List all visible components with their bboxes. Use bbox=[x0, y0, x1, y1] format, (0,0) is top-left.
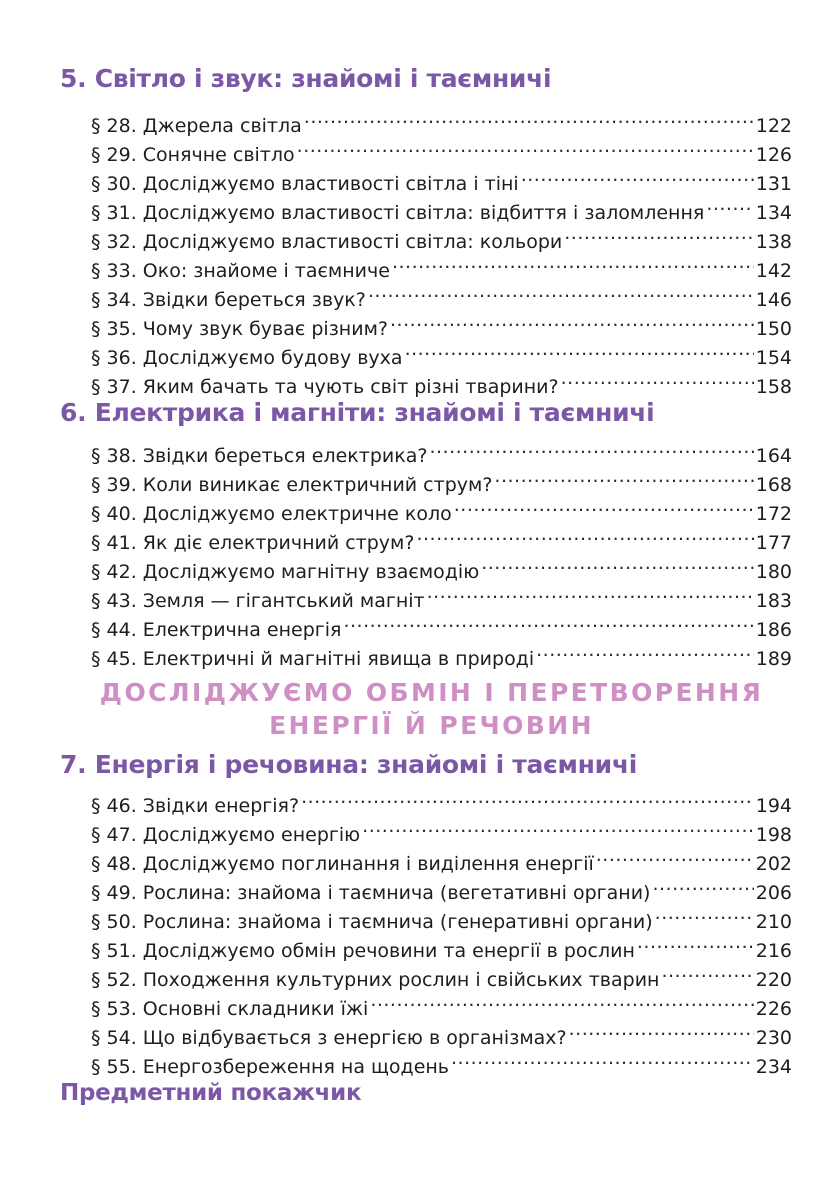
toc-entry-number: § 44. bbox=[91, 619, 137, 641]
toc-entry-title: Досліджуємо енергію bbox=[142, 824, 361, 846]
toc-entry-page: 131 bbox=[755, 173, 792, 195]
toc-entry-title: Око: знайоме і таємниче bbox=[142, 260, 390, 282]
toc-entry-number: § 52. bbox=[91, 969, 137, 991]
toc-entry-title: Досліджуємо магнітну взаємодію bbox=[142, 561, 480, 583]
chapter-5-list bbox=[91, 103, 792, 398]
toc-entry-page: 180 bbox=[755, 561, 792, 583]
toc-entry bbox=[91, 433, 792, 467]
dot-leader bbox=[368, 277, 754, 306]
toc-entry-number: § 55. bbox=[91, 1056, 137, 1078]
section-banner-line-1: ДОСЛІДЖУЄМО ОБМІН І ПЕРЕТВОРЕННЯ bbox=[99, 678, 764, 707]
dot-leader bbox=[637, 928, 754, 957]
toc-entry-title: Яким бачать та чують світ різні тварини? bbox=[142, 376, 559, 398]
dot-leader bbox=[596, 841, 754, 870]
toc-entry-page: 183 bbox=[755, 590, 792, 612]
toc-entry-page: 158 bbox=[755, 376, 792, 398]
dot-leader bbox=[370, 986, 753, 1015]
toc-entry-title: Джерела світла bbox=[142, 115, 302, 137]
dot-leader bbox=[494, 462, 753, 491]
chapter-6-list bbox=[91, 433, 792, 670]
toc-entry-title: Електричні й магнітні явища в природі bbox=[142, 648, 535, 670]
toc-entry-page: 150 bbox=[755, 318, 792, 340]
toc-entry-page: 234 bbox=[755, 1056, 792, 1078]
toc-entry-number: § 40. bbox=[91, 503, 137, 525]
toc-entry-number: § 42. bbox=[91, 561, 137, 583]
toc-entry-number: § 47. bbox=[91, 824, 137, 846]
toc-entry-title: Звідки береться звук? bbox=[142, 289, 366, 311]
toc-entry-number: § 32. bbox=[91, 231, 137, 253]
toc-entry-page: 154 bbox=[755, 347, 792, 369]
toc-entry-page: 168 bbox=[755, 474, 792, 496]
toc-entry-title: Звідки енергія? bbox=[142, 795, 300, 817]
dot-leader bbox=[429, 433, 753, 462]
dot-leader bbox=[416, 520, 753, 549]
toc-entry-number: § 38. bbox=[91, 445, 137, 467]
toc-entry-title: Досліджуємо будову вуха bbox=[142, 347, 403, 369]
toc-entry-page: 194 bbox=[755, 795, 792, 817]
dot-leader bbox=[304, 103, 754, 132]
toc-entry-title: Походження культурних рослин і свійських тварин bbox=[142, 969, 660, 991]
toc-entry-number: § 49. bbox=[91, 882, 137, 904]
toc-entry-number: § 39. bbox=[91, 474, 137, 496]
toc-entry-page: 198 bbox=[755, 824, 792, 846]
toc-entry bbox=[91, 783, 792, 817]
chapter-7-heading: 7. Енергія і речовина: знайомі і таємничі bbox=[60, 750, 638, 779]
toc-entry-number: § 51. bbox=[91, 940, 137, 962]
dot-leader bbox=[390, 306, 754, 335]
toc-entry-number: § 28. bbox=[91, 115, 137, 137]
toc-entry-number: § 45. bbox=[91, 648, 137, 670]
toc-entry-number: § 54. bbox=[91, 1027, 137, 1049]
toc-entry-page: 202 bbox=[755, 853, 792, 875]
dot-leader bbox=[706, 190, 753, 219]
toc-entry-page: 126 bbox=[755, 144, 792, 166]
dot-leader bbox=[536, 636, 754, 665]
toc-entry-page: 177 bbox=[755, 532, 792, 554]
toc-entry-page: 230 bbox=[755, 1027, 792, 1049]
toc-entry-number: § 35. bbox=[91, 318, 137, 340]
dot-leader bbox=[427, 578, 754, 607]
toc-entry-number: § 29. bbox=[91, 144, 137, 166]
dot-leader bbox=[405, 335, 754, 364]
toc-entry-page: 172 bbox=[755, 503, 792, 525]
toc-entry-page: 210 bbox=[755, 911, 792, 933]
toc-entry-page: 186 bbox=[755, 619, 792, 641]
toc-entry-page: 189 bbox=[755, 648, 792, 670]
toc-entry-title: Звідки береться електрика? bbox=[142, 445, 428, 467]
toc-entry-number: § 31. bbox=[91, 202, 137, 224]
toc-entry-page: 220 bbox=[755, 969, 792, 991]
toc-entry-page: 138 bbox=[755, 231, 792, 253]
chapter-7-list bbox=[91, 783, 792, 1078]
dot-leader bbox=[661, 957, 753, 986]
toc-entry-title: Основні складники їжі bbox=[142, 998, 369, 1020]
toc-entry-page: 216 bbox=[755, 940, 792, 962]
dot-leader bbox=[481, 549, 754, 578]
dot-leader bbox=[521, 161, 754, 190]
toc-entry-number: § 46. bbox=[91, 795, 137, 817]
toc-entry bbox=[91, 103, 792, 137]
toc-entry-number: § 34. bbox=[91, 289, 137, 311]
toc-entry-number: § 41. bbox=[91, 532, 137, 554]
toc-entry-title: Досліджуємо обмін речовини та енергії в рослин bbox=[142, 940, 635, 962]
dot-leader bbox=[655, 899, 754, 928]
section-banner bbox=[60, 676, 803, 742]
toc-entry-number: § 50. bbox=[91, 911, 137, 933]
toc-entry-title: Земля — гігантський магніт bbox=[142, 590, 425, 612]
toc-entry-title: Енергозбереження на щодень bbox=[142, 1056, 450, 1078]
toc-entry-title: Електрична енергія bbox=[142, 619, 342, 641]
toc-entry-title: Досліджуємо властивості світла: відбиття і заломлення bbox=[142, 202, 705, 224]
dot-leader bbox=[564, 219, 754, 248]
toc-entry-title: Сонячне світло bbox=[142, 144, 295, 166]
toc-entry-page: 226 bbox=[755, 998, 792, 1020]
chapter-6-heading: 6. Електрика і магніти: знайомі і таємничі bbox=[60, 398, 655, 427]
toc-entry-number: § 48. bbox=[91, 853, 137, 875]
toc-entry-title: Рослина: знайома і таємнича (вегетативні органи) bbox=[142, 882, 651, 904]
toc-entry-page: 164 bbox=[755, 445, 792, 467]
toc-entry-page: 146 bbox=[755, 289, 792, 311]
dot-leader bbox=[451, 1044, 754, 1073]
toc-entry-number: § 36. bbox=[91, 347, 137, 369]
toc-entry-title: Чому звук буває різним? bbox=[142, 318, 388, 340]
dot-leader bbox=[301, 783, 754, 812]
toc-entry-page: 134 bbox=[755, 202, 792, 224]
toc-entry-number: § 30. bbox=[91, 173, 137, 195]
toc-entry-title: Досліджуємо властивості світла і тіні bbox=[142, 173, 519, 195]
section-banner-line-2: ЕНЕРГІЇ Й РЕЧОВИН bbox=[269, 711, 594, 740]
dot-leader bbox=[392, 248, 754, 277]
dot-leader bbox=[652, 870, 753, 899]
toc-entry-number: § 33. bbox=[91, 260, 137, 282]
toc-entry-page: 122 bbox=[755, 115, 792, 137]
chapter-5-heading: 5. Світло і звук: знайомі і таємничі bbox=[60, 64, 552, 93]
dot-leader bbox=[561, 364, 754, 393]
dot-leader bbox=[297, 132, 754, 161]
toc-entry-number: § 53. bbox=[91, 998, 137, 1020]
toc-entry-number: § 43. bbox=[91, 590, 137, 612]
subject-index-heading: Предметний покажчик bbox=[60, 1080, 362, 1106]
toc-entry-title: Досліджуємо електричне коло bbox=[142, 503, 452, 525]
toc-entry-title: Досліджуємо поглинання і виділення енергії bbox=[142, 853, 594, 875]
toc-entry-title: Рослина: знайома і таємнича (генеративні органи) bbox=[142, 911, 653, 933]
toc-entry-title: Коли виникає електричний струм? bbox=[142, 474, 493, 496]
toc-entry-page: 206 bbox=[755, 882, 792, 904]
toc-entry-page: 142 bbox=[755, 260, 792, 282]
toc-entry-title: Що відбувається з енергією в організмах? bbox=[142, 1027, 567, 1049]
dot-leader bbox=[343, 607, 753, 636]
dot-leader bbox=[569, 1015, 754, 1044]
toc-entry-title: Досліджуємо властивості світла: кольори bbox=[142, 231, 563, 253]
toc-entry-number: § 37. bbox=[91, 376, 137, 398]
dot-leader bbox=[362, 812, 754, 841]
toc-entry-title: Як діє електричний струм? bbox=[142, 532, 415, 554]
dot-leader bbox=[454, 491, 754, 520]
